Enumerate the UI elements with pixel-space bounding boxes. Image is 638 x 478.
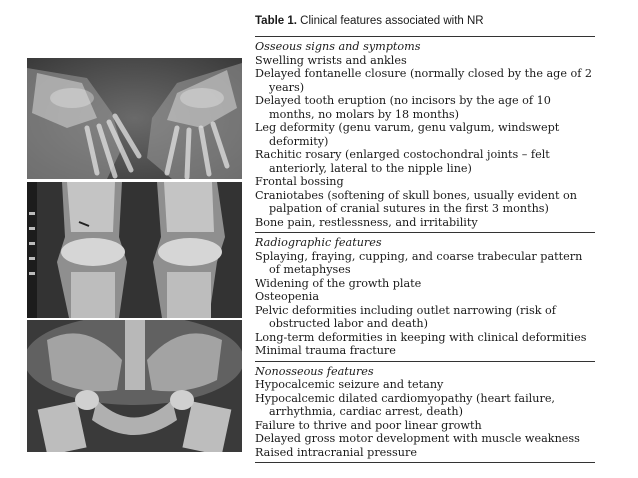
- xray-knees: [27, 182, 242, 318]
- xray-pelvis: [27, 320, 242, 452]
- table-row: Failure to thrive and poor linear growth: [255, 418, 482, 432]
- table-row: Long-term deformities in keeping with clinical deformities: [255, 330, 587, 344]
- table-row: Hypocalcemic dilated cardiomyopathy (heart failure, arrhythmia, cardiac arrest, death): [255, 391, 555, 418]
- table-caption: [255, 14, 595, 29]
- section-heading: Radiographic features: [255, 236, 382, 249]
- table-row: Craniotabes (softening of skull bones, usually evident on palpation of cranial sutures in the first 3 months): [255, 188, 577, 215]
- clinical-features-table: [255, 14, 595, 463]
- section-radiographic: [255, 233, 595, 361]
- table-row: Pelvic deformities including outlet narrowing (risk of obstructed labor and death): [255, 303, 556, 330]
- table-title: Clinical features associated with NR: [300, 15, 484, 27]
- table-row: Leg deformity (genu varum, genu valgum, windswept deformity): [255, 121, 560, 148]
- xray-pelvis-graphic: [27, 320, 242, 452]
- section-osseous: [255, 37, 595, 232]
- table-row: Frontal bossing: [255, 175, 344, 188]
- section-heading: Nonosseous features: [255, 364, 374, 378]
- section-heading: Osseous signs and symptoms: [255, 40, 421, 53]
- table-row: Hypocalcemic seizure and tetany: [255, 378, 444, 391]
- xray-hands-graphic: [27, 58, 242, 179]
- table-row: Rachitic rosary (enlarged costochondral joints – felt anteriorly, lateral to the nipple line): [255, 148, 550, 175]
- xray-knees-graphic: [27, 182, 242, 318]
- table-row: Osteopenia: [255, 290, 320, 303]
- table-row: Delayed gross motor development with muscle weakness: [255, 432, 580, 445]
- table-row: Bone pain, restlessness, and irritability: [255, 215, 478, 229]
- table-row: Delayed tooth eruption (no incisors by the age of 10 months, no molars by 18 months): [255, 94, 551, 121]
- table-row: Splaying, fraying, cupping, and coarse trabecular pattern of metaphyses: [255, 249, 583, 276]
- table-row: Widening of the growth plate: [255, 276, 422, 290]
- section-nonosseous: [255, 362, 595, 463]
- table-bottom-rule: [255, 462, 595, 463]
- table-label: Table 1.: [255, 15, 297, 27]
- table-row: Delayed fontanelle closure (normally closed by the age of 2 years): [255, 67, 593, 94]
- table-row: Minimal trauma fracture: [255, 344, 396, 357]
- table-row: Swelling wrists and ankles: [255, 53, 407, 67]
- table-row: Raised intracranial pressure: [255, 445, 417, 459]
- xray-hands-wrists: [27, 58, 242, 179]
